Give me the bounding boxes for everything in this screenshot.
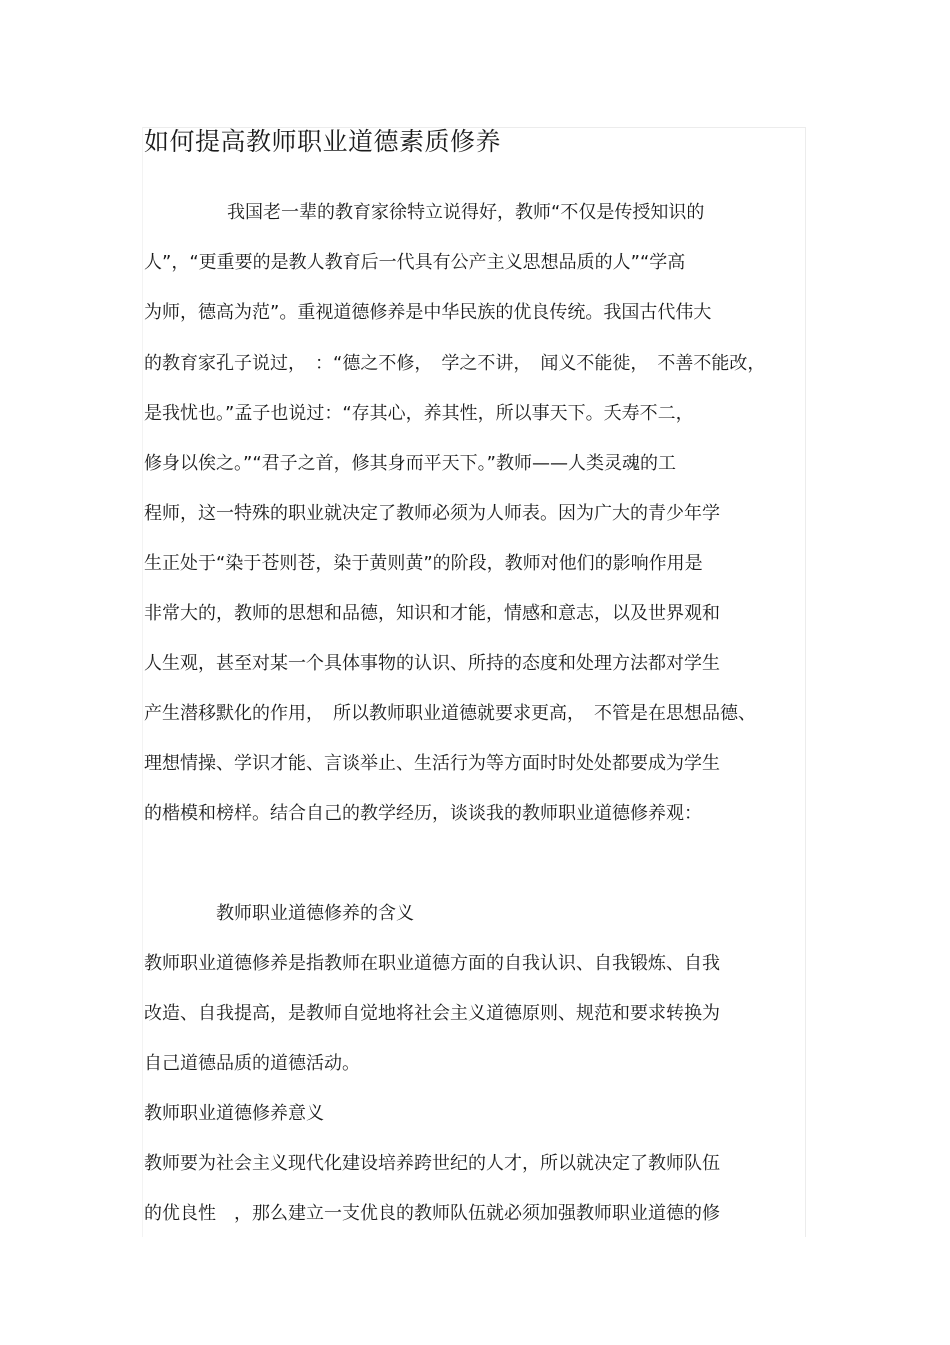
intro-line: 我国老一辈的教育家徐特立说得好，教师“不仅是传授知识的	[227, 202, 705, 223]
intro-line: 理想情操、学识才能、言谈举止、生活行为等方面时时处处都要成为学生	[144, 753, 720, 774]
document-body	[144, 124, 804, 1224]
intro-line: 的教育家孔子说过， ：“德之不修， 学之不讲， 闻义不能徙， 不善不能改，	[144, 353, 766, 374]
intro-line: 程师，这一特殊的职业就决定了教师必须为人师表。因为广大的青少年学	[144, 503, 720, 524]
section-heading: 教师职业道德修养的含义	[216, 903, 414, 924]
section-heading: 教师职业道德修养意义	[144, 1103, 324, 1124]
section-line: 的优良性 ，那么建立一支优良的教师队伍就必须加强教师职业道德的修	[144, 1203, 720, 1224]
intro-line: 为师，德高为范”。重视道德修养是中华民族的优良传统。我国古代伟大	[144, 302, 712, 323]
intro-line: 生正处于“染于苍则苍，染于黄则黄”的阶段，教师对他们的影响作用是	[144, 553, 703, 574]
section-line: 教师职业道德修养是指教师在职业道德方面的自我认识、自我锻炼、自我	[144, 953, 720, 974]
intro-line: 的楷模和榜样。结合自己的教学经历，谈谈我的教师职业道德修养观：	[144, 803, 702, 824]
section-line: 教师要为社会主义现代化建设培养跨世纪的人才，所以就决定了教师队伍	[144, 1153, 720, 1174]
intro-line: 修身以俟之。”“君子之首，修其身而平天下。”教师——人类灵魂的工	[144, 453, 676, 474]
intro-line: 人生观，甚至对某一个具体事物的认识、所持的态度和处理方法都对学生	[144, 653, 720, 674]
intro-line: 人”，“更重要的是教人教育后一代具有公产主义思想品质的人”“学高	[144, 252, 686, 273]
section-line: 改造、自我提高，是教师自觉地将社会主义道德原则、规范和要求转换为	[144, 1003, 720, 1024]
intro-line: 产生潜移默化的作用， 所以教师职业道德就要求更高， 不管是在思想品德、	[144, 703, 756, 724]
section-line: 自己道德品质的道德活动。	[144, 1053, 360, 1074]
document-title: 如何提高教师职业道德素质修养	[144, 127, 502, 156]
intro-line: 非常大的，教师的思想和品德，知识和才能，情感和意志，以及世界观和	[144, 603, 720, 624]
intro-line: 是我忧也。”孟子也说过：“存其心，养其性，所以事天下。夭寿不二，	[144, 403, 694, 424]
